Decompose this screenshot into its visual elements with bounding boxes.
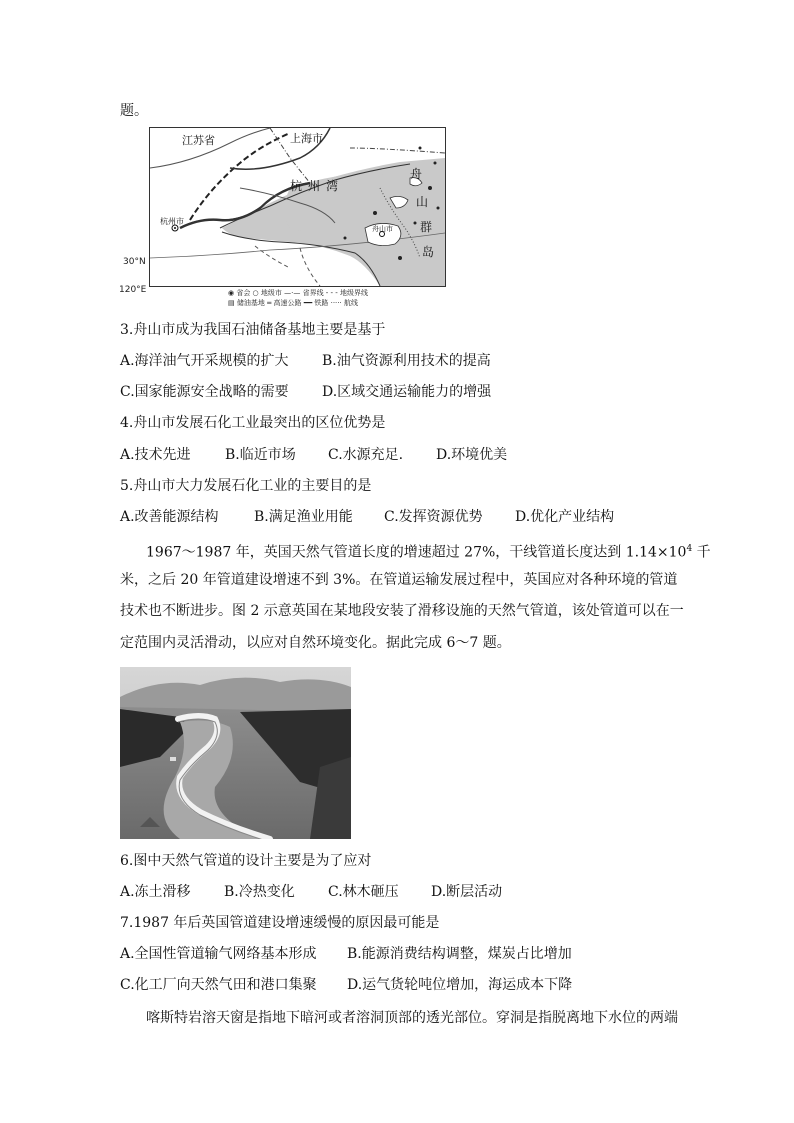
label-qundao-4: 岛 (422, 245, 435, 259)
label-shanghai: 上海市 (290, 133, 323, 145)
q4-option-c: C.水源充足. (328, 447, 404, 463)
passage2-line2: 米，之后 20 年管道建设增速不到 3%。在管道运输发展过程中，英国应对各种环境的管道 (120, 572, 678, 588)
q4-option-a: A.技术先进 (120, 447, 191, 463)
q3-option-a: A.海洋油气开采规模的扩大 (120, 353, 289, 369)
q3-option-d: D.区域交通运输能力的增强 (322, 384, 492, 400)
passage2-line1-sup: 4 (686, 544, 693, 554)
q4-option-b: B.临近市场 (225, 447, 296, 463)
label-lat: 30°N (123, 257, 146, 267)
q6-stem: 6.图中天然气管道的设计主要是为了应对 (120, 853, 372, 869)
map-legend-row1: ◉ 省会 ○ 地级市 —·— 省界线 - - - 地级界线 (228, 289, 369, 297)
q3-option-c: C.国家能源安全战略的需要 (120, 384, 289, 400)
q5-option-d: D.优化产业结构 (515, 509, 615, 525)
map-legend-row2: ▤ 储油基地 ═ 高速公路 ━━ 铁路 ····· 航线 (228, 299, 358, 307)
passage2-line4: 定范围内灵活滑动，以应对自然环境变化。据此完成 6～7 题。 (120, 635, 511, 651)
q5-stem: 5.舟山市大力发展石化工业的主要目的是 (120, 478, 372, 494)
q6-option-a: A.冻土滑移 (120, 884, 191, 900)
q3-stem: 3.舟山市成为我国石油储备基地主要是基于 (120, 322, 386, 338)
passage2-line3: 技术也不断进步。图 2 示意英国在某地段安装了滑移设施的天然气管道，该处管道可以在一 (120, 603, 684, 619)
pipeline-photo (120, 667, 351, 839)
label-hangzhou-bay: 杭州湾 (290, 179, 345, 193)
label-qundao-1: 舟 (410, 167, 423, 181)
q5-option-b: B.满足渔业用能 (254, 509, 353, 525)
q7-option-b: B.能源消费结构调整，煤炭占比增加 (347, 946, 572, 962)
q5-option-c: C.发挥资源优势 (384, 509, 483, 525)
passage2-line1-b: 千 (692, 544, 711, 561)
q7-option-a: A.全国性管道输气网络基本形成 (120, 946, 317, 962)
q5-option-a: A.改善能源结构 (120, 509, 219, 525)
label-hangzhou: 杭州市 (160, 217, 184, 226)
passage3-line1: 喀斯特岩溶天窗是指地下暗河或者溶洞顶部的透光部位。穿洞是指脱离地下水位的两端 (146, 1010, 678, 1026)
label-zhoushan: 舟山市 (372, 225, 393, 233)
q4-option-d: D.环境优美 (436, 447, 508, 463)
q7-stem: 7.1987 年后英国管道建设增速缓慢的原因最可能是 (120, 915, 440, 931)
q6-option-c: C.林木砸压 (328, 884, 399, 900)
label-qundao-2: 山 (416, 195, 429, 209)
label-qundao-3: 群 (420, 220, 433, 234)
label-jiangsu: 江苏省 (182, 135, 215, 147)
q7-option-d: D.运气货轮吨位增加，海运成本下降 (347, 977, 573, 993)
q3-option-b: B.油气资源利用技术的提高 (322, 353, 491, 369)
passage2-line1-a: 1967～1987 年，英国天然气管道长度的增速超过 27%，干线管道长度达到 1.14×10 (146, 544, 687, 561)
passage2-line1 (146, 539, 711, 563)
label-lon: 120°E (119, 285, 147, 295)
intro-tail: 题。 (120, 103, 148, 119)
q7-option-c: C.化工厂向天然气田和港口集聚 (120, 977, 317, 993)
map-drawing (150, 128, 445, 286)
q4-stem: 4.舟山市发展石化工业最突出的区位优势是 (120, 415, 386, 431)
q6-option-d: D.断层活动 (431, 884, 503, 900)
zhoushan-map (149, 127, 446, 287)
q6-option-b: B.冷热变化 (224, 884, 295, 900)
